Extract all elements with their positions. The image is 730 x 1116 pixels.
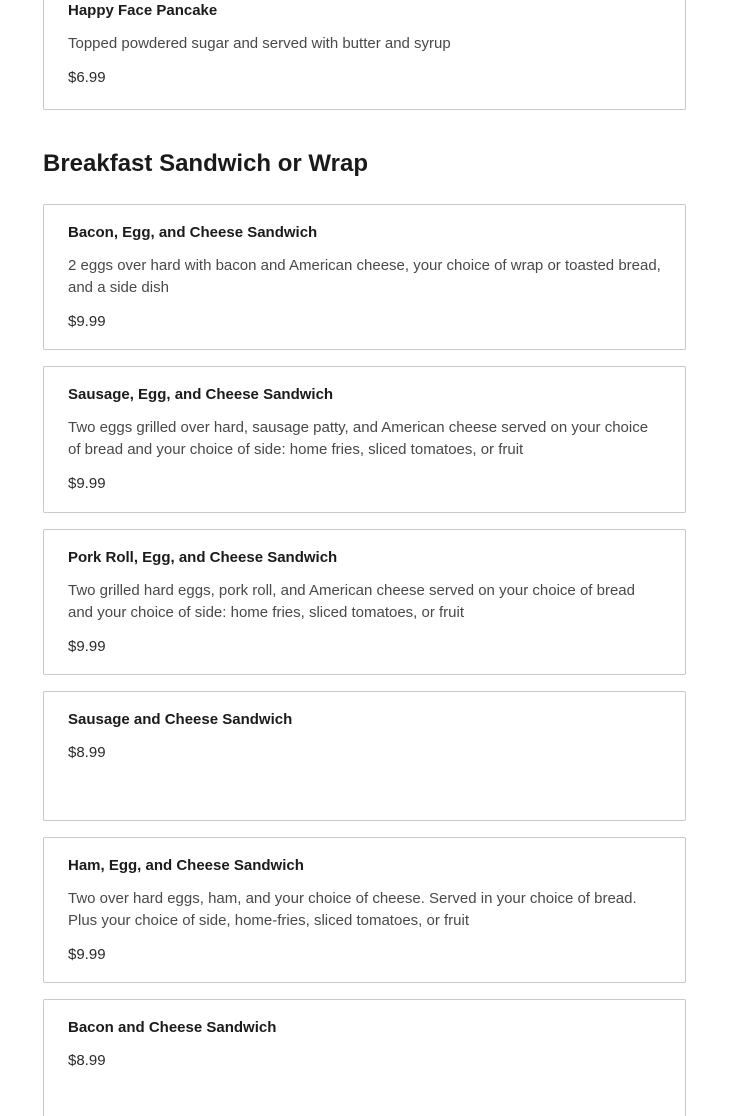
menu-item-price: $6.99: [68, 69, 106, 86]
menu-item-price: $9.99: [68, 475, 106, 492]
menu-item-description: Topped powdered sugar and served with butter and syrup: [68, 35, 451, 52]
menu-item-price: $9.99: [68, 946, 106, 963]
menu-item-price: $9.99: [68, 313, 106, 330]
menu-item-card[interactable]: [43, 529, 686, 675]
menu-item-name: Sausage and Cheese Sandwich: [68, 711, 293, 728]
menu-item-price: $9.99: [68, 638, 106, 655]
menu-item-price: $8.99: [68, 744, 106, 761]
menu-item-card[interactable]: [43, 366, 686, 513]
menu-item-card[interactable]: [43, 691, 686, 821]
menu-item-description: 2 eggs over hard with bacon and American cheese, your choice of wrap or toasted bread, and a side dish: [68, 257, 661, 296]
menu-item-description: Two over hard eggs, ham, and your choice of cheese. Served in your choice of bread. Plus your choice of side, home-fries, sliced tomatoes, or fruit: [68, 890, 637, 929]
menu-item-card[interactable]: [43, 837, 686, 983]
section-heading: Breakfast Sandwich or Wrap: [43, 150, 368, 177]
menu-item-name: Bacon, Egg, and Cheese Sandwich: [68, 224, 318, 241]
menu-item-card[interactable]: [43, 204, 686, 350]
menu-item-description: Two eggs grilled over hard, sausage patty, and American cheese served on your choice of bread and your choice of side: home fries, sliced tomatoes, or fruit: [68, 419, 649, 458]
menu-item-name: Ham, Egg, and Cheese Sandwich: [68, 857, 304, 874]
menu-item-name: Bacon and Cheese Sandwich: [68, 1019, 277, 1036]
menu-item-name: Sausage, Egg, and Cheese Sandwich: [68, 386, 334, 403]
menu-item-name: Happy Face Pancake: [68, 2, 218, 19]
menu-item-price: $8.99: [68, 1052, 106, 1069]
menu-item-card[interactable]: [43, 0, 686, 110]
menu-item-card[interactable]: [43, 999, 686, 1116]
menu-item-description: Two grilled hard eggs, pork roll, and American cheese served on your choice of bread and your choice of side: home fries, sliced tomatoes, or fruit: [68, 582, 635, 621]
menu-item-name: Pork Roll, Egg, and Cheese Sandwich: [68, 549, 338, 566]
